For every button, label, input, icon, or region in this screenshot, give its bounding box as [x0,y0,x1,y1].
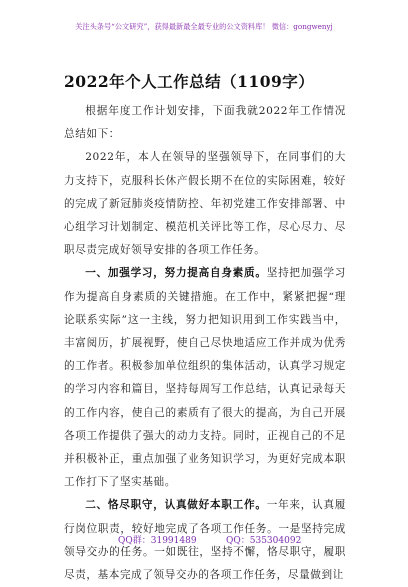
summary-paragraph: 2022年，本人在领导的坚强领导下，在同事们的大力支持下，克服科长休产假长期不在位的实际困难，较好的完成了新冠肺炎疫情防控、年初党建工作安排部署、中心组学习计划制定、模范机关评比等工作，尽心尽力、尽职尽责完成好领导安排的各项工作任务。 [64,151,346,257]
section-1-paragraph [64,262,346,494]
section-2-paragraph [64,494,346,587]
section-2-heading: 二、恪尽职守，认真做好本职工作。 [85,499,267,512]
qq-number: QQ：535304092 [226,536,302,546]
document-body [64,100,346,587]
intro-paragraph: 根据年度工作计划安排，下面我就2022年工作情况总结如下： [64,105,346,141]
section-2-body: 一年来，认真履行岗位职责，较好地完成了各项工作任务。一是坚持完成领导交办的任务。一如既往，坚持不懈，恪尽职守，履职尽责，基本完成了领导交办的各项工作任务，尽量做到让 [64,499,346,582]
section-1-heading: 一、加强学习，努力提高自身素质。 [85,267,267,280]
document-title: 2022年个人工作总结（1109字） [64,72,315,91]
section-1-body: 坚持把加强学习作为提高自身素质的关键措施。在工作中，紧紧把握“理论联系实际”这一主线，努力把知识用到工作实践当中，丰富阅历，扩展视野，使自己尽快地适应工作并成为优秀的工作者。积极参加单位组织的集体活动，认真学习规定的学习内容和篇目，坚持每周写工作总结，认真记录每天的工作内容，使自己的素质有了很大的提高，为自己开展各项工作提供了强大的动力支持。同时，正视自己的不足并积极补正，重点加强了业务知识学习，为更好完成本职工作打下了坚实基础。 [64,267,346,489]
qq-group-number: QQ群：31991489 [118,536,197,546]
promo-header: 关注头条号“公文研究”，获得最新最全最专业的公文资料库！ 微信：gongwenyj [75,22,333,31]
